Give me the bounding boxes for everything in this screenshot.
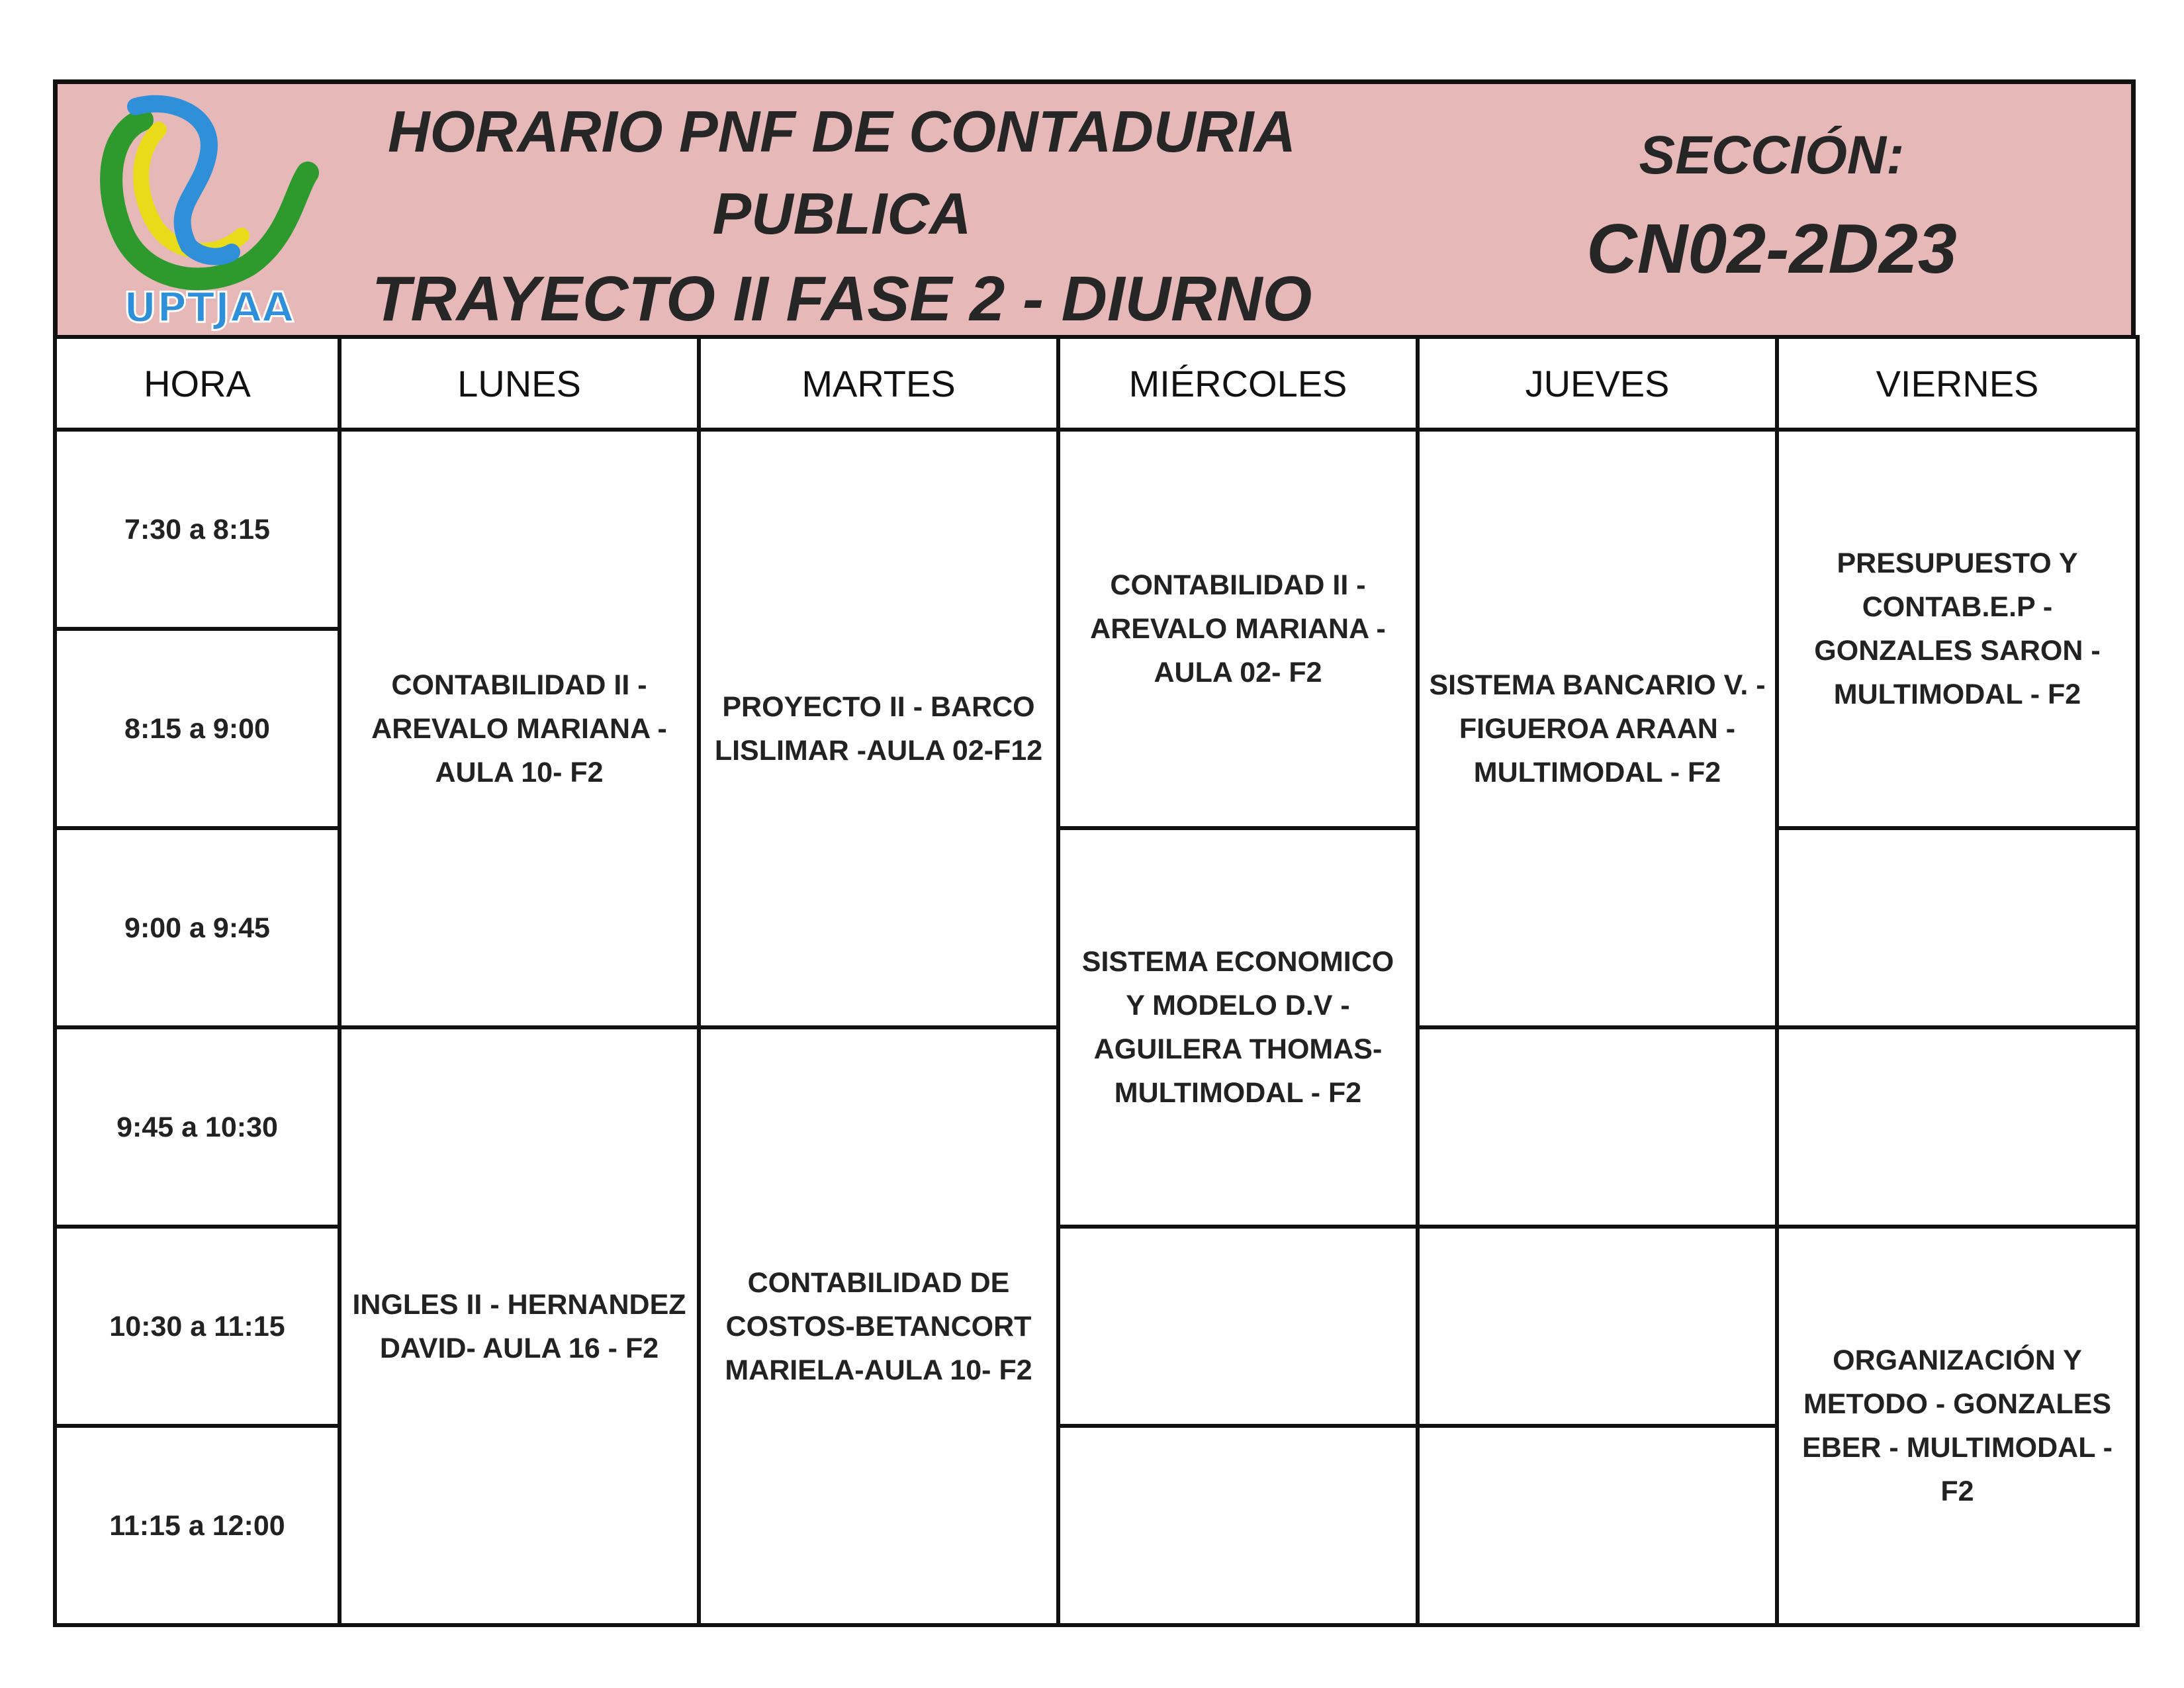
hour-cell: 9:45 a 10:30 — [55, 1027, 340, 1227]
schedule-sheet — [53, 79, 2136, 1627]
empty-cell — [1058, 1426, 1418, 1625]
hour-cell: 8:15 a 9:00 — [55, 629, 340, 828]
class-cell-jueves: SISTEMA BANCARIO V. - FIGUEROA ARAAN - MULTIMODAL - F2 — [1418, 430, 1777, 1027]
empty-cell — [1058, 1227, 1418, 1426]
uptjaa-logo — [96, 93, 321, 333]
class-cell-martes: CONTABILIDAD DE COSTOS-BETANCORT MARIELA-AULA 10- F2 — [699, 1027, 1058, 1625]
column-header-lunes: LUNES — [340, 337, 699, 430]
column-header-martes: MARTES — [699, 337, 1058, 430]
column-header-jueves: JUEVES — [1418, 337, 1777, 430]
section-label: SECCIÓN: — [1639, 125, 1905, 185]
class-cell-miercoles: CONTABILIDAD II - AREVALO MARIANA - AULA 02- F2 — [1058, 430, 1418, 828]
class-cell-viernes: ORGANIZACIÓN Y METODO - GONZALES EBER - MULTIMODAL - F2 — [1777, 1227, 2138, 1625]
section-code: CN02-2D23 — [1586, 210, 1957, 288]
column-header-row — [55, 337, 2138, 430]
title-line-1: HORARIO PNF DE CONTADURIA — [387, 99, 1297, 164]
hour-cell: 11:15 a 12:00 — [55, 1426, 340, 1625]
class-cell-lunes: INGLES II - HERNANDEZ DAVID- AULA 16 - F2 — [340, 1027, 699, 1625]
class-cell-lunes: CONTABILIDAD II - AREVALO MARIANA - AULA 10- F2 — [340, 430, 699, 1027]
schedule-table — [53, 335, 2140, 1627]
class-cell-viernes: PRESUPUESTO Y CONTAB.E.P - GONZALES SARON - MULTIMODAL - F2 — [1777, 430, 2138, 828]
class-cell-miercoles: SISTEMA ECONOMICO Y MODELO D.V - AGUILERA THOMAS- MULTIMODAL - F2 — [1058, 828, 1418, 1227]
empty-cell — [1777, 1027, 2138, 1227]
empty-cell — [1418, 1027, 1777, 1227]
section-info — [1461, 118, 2083, 299]
title-line-3: TRAYECTO II FASE 2 - DIURNO — [371, 263, 1312, 334]
schedule-title — [369, 91, 1315, 344]
column-header-viernes: VIERNES — [1777, 337, 2138, 430]
logo-text: UPTJAA — [123, 283, 294, 332]
table-row — [55, 430, 2138, 629]
empty-cell — [1777, 828, 2138, 1027]
title-line-2: PUBLICA — [712, 181, 972, 246]
column-header-hora: HORA — [55, 337, 340, 430]
hour-cell: 9:00 a 9:45 — [55, 828, 340, 1027]
schedule-header — [53, 79, 2136, 335]
column-header-miercoles: MIÉRCOLES — [1058, 337, 1418, 430]
hour-cell: 7:30 a 8:15 — [55, 430, 340, 629]
class-cell-martes: PROYECTO II - BARCO LISLIMAR -AULA 02-F12 — [699, 430, 1058, 1027]
hour-cell: 10:30 a 11:15 — [55, 1227, 340, 1426]
empty-cell — [1418, 1227, 1777, 1426]
empty-cell — [1418, 1426, 1777, 1625]
